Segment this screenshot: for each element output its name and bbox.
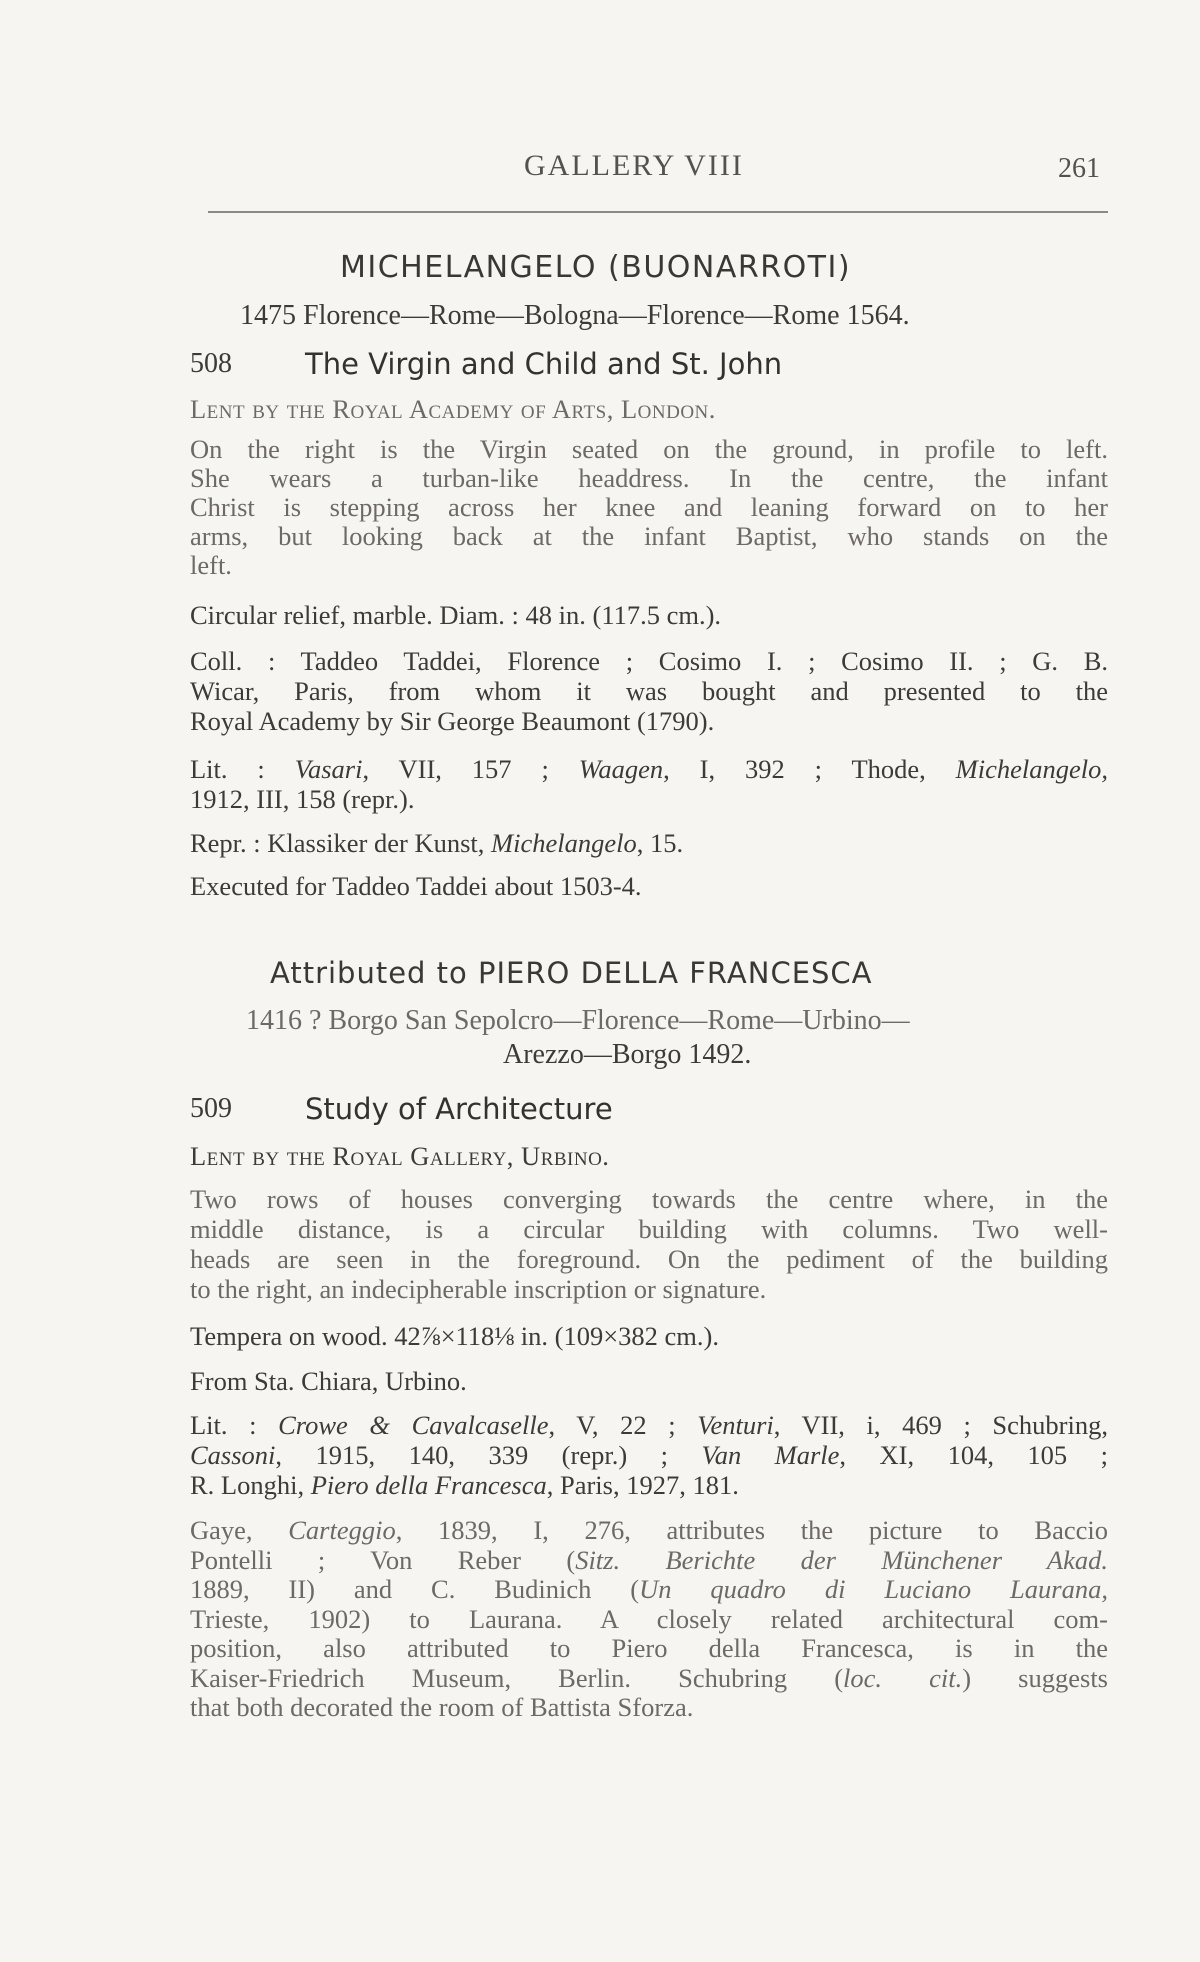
lender-line-509: Lent by the Royal Gallery, Urbino. — [190, 1141, 610, 1171]
collection-line: Wicar, Paris, from whom it was bought and presented to the — [190, 676, 1108, 706]
gaye-text: Kaiser-Friedrich Museum, Berlin. Schubring ( — [190, 1662, 844, 1693]
note-line: that both decorated the room of Battista Sforza. — [190, 1692, 694, 1722]
literature-508-line1 — [190, 756, 1108, 783]
running-title: GALLERY VIII — [524, 149, 744, 182]
lit-crowe-ref: , V, 22 ; — [548, 1410, 698, 1440]
collection-line: Coll. : Taddeo Taddei, Florence ; Cosimo I. ; Cosimo II. ; G. B. — [190, 646, 1108, 676]
description-line: heads are seen in the foreground. On the pediment of the building — [190, 1244, 1108, 1274]
work-title-509: Study of Architecture — [305, 1092, 613, 1126]
attribution-note-509 — [190, 1516, 1108, 1723]
lit-thode-title: Michelangelo, — [955, 754, 1108, 784]
lit-crowe: Crowe & Cavalcaselle — [278, 1410, 549, 1440]
medium-509: Tempera on wood. 42⅞×118⅛ in. (109×382 cm.). — [190, 1321, 719, 1351]
lit-cassoni-ref: , 1915, 140, 339 (repr.) ; — [275, 1440, 702, 1470]
description-line: left. — [190, 550, 232, 580]
lit-vasari: Vasari — [294, 754, 363, 784]
lit-prefix: Lit. : — [190, 1410, 279, 1440]
literature-line — [190, 1410, 1108, 1440]
lit-venturi: Venturi — [697, 1410, 774, 1440]
page-number: 261 — [1058, 153, 1100, 184]
literature-line — [190, 1470, 1108, 1500]
description-line: Two rows of houses converging towards the centre where, in the — [190, 1184, 1108, 1214]
artist-dates-line2: Arezzo—Borgo 1492. — [503, 1039, 752, 1070]
gaye-text: Gaye, — [190, 1515, 289, 1545]
lit-cassoni: Cassoni — [190, 1440, 276, 1470]
lit-waagen-ref: , I, 392 ; Thode, — [663, 754, 956, 784]
gaye-carteggio: Carteggio — [288, 1515, 396, 1545]
literature-line — [190, 1440, 1108, 1470]
description-508 — [190, 435, 1108, 580]
gaye-text: , 1839, I, 276, attributes the picture to Baccio — [395, 1515, 1108, 1545]
gaye-loccit: loc. cit. — [843, 1662, 963, 1693]
description-line: On the right is the Virgin seated on the ground, in profile to left. — [190, 434, 1108, 464]
description-line: to the right, an indecipherable inscription or signature. — [190, 1274, 767, 1304]
lit-venturi-ref: , VII, i, 469 ; Schubring, — [773, 1410, 1108, 1440]
note-line: Trieste, 1902) to Laurana. A closely related architectural com- — [190, 1603, 1108, 1634]
literature-508-line2: 1912, III, 158 (repr.). — [190, 784, 415, 814]
note-line — [190, 1516, 1108, 1546]
literature-509 — [190, 1410, 1108, 1500]
gaye-sitz: Sitz. Berichte der Münchener Akad. — [575, 1544, 1108, 1575]
gaye-quadro: Un quadro di Luciano Laurana, — [639, 1574, 1108, 1604]
description-line: arms, but looking back at the infant Baptist, who stands on the — [190, 521, 1108, 551]
gaye-text: 1889, II) and C. Budinich ( — [190, 1574, 640, 1604]
provenance-509: From Sta. Chiara, Urbino. — [190, 1366, 467, 1396]
note-line — [190, 1575, 1108, 1605]
gaye-text: ) suggests — [962, 1662, 1108, 1693]
artist-heading-piero: Attributed to PIERO DELLA FRANCESCA — [270, 956, 873, 990]
description-509 — [190, 1184, 1108, 1304]
medium-508: Circular relief, marble. Diam. : 48 in. (117.5 cm.). — [190, 600, 722, 630]
reproduction-508 — [190, 830, 683, 857]
header-rule — [208, 211, 1108, 213]
description-line: Christ is stepping across her knee and leaning forward on to her — [190, 492, 1108, 522]
lit-prefix: Lit. : — [190, 754, 295, 784]
lit-vasari-ref: , VII, 157 ; — [362, 754, 579, 784]
description-line: middle distance, is a circular building with columns. Two well- — [190, 1214, 1108, 1244]
collection-508 — [190, 646, 1108, 736]
catalogue-number-509: 509 — [190, 1093, 232, 1124]
catalogue-number-508: 508 — [190, 348, 232, 379]
lit-waagen: Waagen — [578, 754, 664, 784]
lit-longhi-ref: , Paris, 1927, 181. — [546, 1470, 739, 1500]
description-line: She wears a turban-like headdress. In the centre, the infant — [190, 463, 1108, 493]
note-line — [190, 1546, 1108, 1576]
artist-dates-line1: 1416 ? Borgo San Sepolcro—Florence—Rome—Urbino— — [246, 1005, 910, 1036]
artist-dates: 1475 Florence—Rome—Bologna—Florence—Rome 1564. — [240, 300, 910, 331]
note-line: position, also attributed to Piero della Francesca, is in the — [190, 1633, 1108, 1663]
repr-title: Michelangelo — [491, 828, 637, 858]
artist-heading-michelangelo: MICHELANGELO (BUONARROTI) — [340, 250, 852, 285]
lit-longhi-prefix: R. Longhi, — [190, 1470, 311, 1500]
gaye-text: Pontelli ; Von Reber ( — [190, 1544, 576, 1575]
repr-prefix: Repr. : Klassiker der Kunst, — [190, 828, 492, 858]
repr-suffix: , 15. — [636, 828, 684, 858]
lit-vanmarle-ref: , XI, 104, 105 ; — [839, 1440, 1108, 1470]
note-508: Executed for Taddeo Taddei about 1503-4. — [190, 871, 642, 901]
work-title-508: The Virgin and Child and St. John — [305, 347, 783, 381]
collection-line: Royal Academy by Sir George Beaumont (1790). — [190, 706, 715, 736]
lender-line-508: Lent by the Royal Academy of Arts, London. — [190, 394, 716, 424]
note-line — [190, 1664, 1108, 1694]
lit-longhi-title: Piero della Francesca — [310, 1470, 547, 1500]
lit-vanmarle: Van Marle — [701, 1440, 840, 1470]
